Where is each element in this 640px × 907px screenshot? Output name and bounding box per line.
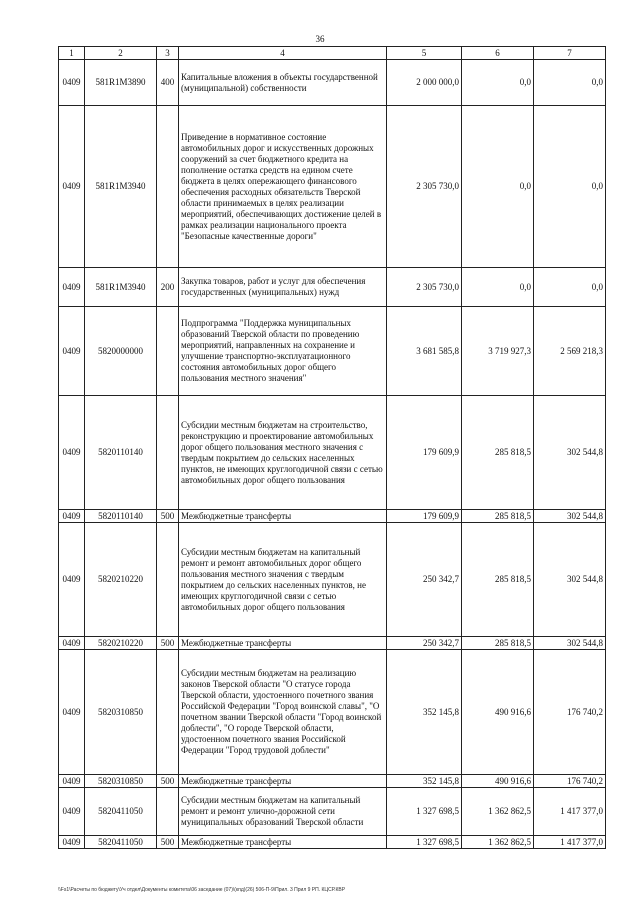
cell-code: 0409	[59, 775, 85, 788]
cell-code: 0409	[59, 788, 85, 836]
cell-name: Субсидии местным бюджетам на капитальный ремонт и ремонт улично-дорожной сети муниципальных образований Тверской области	[179, 788, 387, 836]
cell-article: 581R1M3940	[85, 268, 157, 307]
cell-code: 0409	[59, 836, 85, 849]
cell-value-6: 285 818,5	[462, 523, 534, 637]
table-row	[59, 836, 606, 849]
cell-type: 500	[157, 836, 179, 849]
cell-article: 5820110140	[85, 510, 157, 523]
cell-value-6: 490 916,6	[462, 650, 534, 775]
header-col-5: 5	[387, 47, 462, 60]
cell-name: Субсидии местным бюджетам на реализацию законов Тверской области "О статусе города Тверской области, удостоенного почетного звания Российской Федерации "Город воинской славы", "О почетном звании Тверской области "Город воинской доблести", "О городе Тверской области, удостоенном почетного звания Российской Федерации "Город трудовой доблести"	[179, 650, 387, 775]
cell-article: 581R1M3940	[85, 106, 157, 268]
cell-type	[157, 307, 179, 396]
cell-article: 5820310850	[85, 650, 157, 775]
cell-value-6: 490 916,6	[462, 775, 534, 788]
cell-type	[157, 396, 179, 510]
cell-article: 5820310850	[85, 775, 157, 788]
cell-value-5: 352 145,8	[387, 775, 462, 788]
cell-value-7: 0,0	[534, 268, 606, 307]
cell-value-5: 1 327 698,5	[387, 836, 462, 849]
header-row	[59, 47, 606, 60]
cell-article: 5820411050	[85, 836, 157, 849]
cell-type: 500	[157, 510, 179, 523]
cell-code: 0409	[59, 268, 85, 307]
cell-type: 200	[157, 268, 179, 307]
cell-value-5: 250 342,7	[387, 523, 462, 637]
cell-name: Подпрограмма "Поддержка муниципальных образований Тверской области по проведению мероприятий, направленных на сохранение и улучшение транспортно-эксплуатационного состояния автомобильных дорог общего пользования местного значения"	[179, 307, 387, 396]
cell-value-7: 0,0	[534, 60, 606, 106]
table-row	[59, 510, 606, 523]
cell-type	[157, 788, 179, 836]
cell-value-7: 1 417 377,0	[534, 788, 606, 836]
cell-value-7: 302 544,8	[534, 523, 606, 637]
cell-type: 400	[157, 60, 179, 106]
cell-name: Межбюджетные трансферты	[179, 775, 387, 788]
table-row	[59, 268, 606, 307]
budget-table	[58, 46, 606, 849]
cell-value-6: 285 818,5	[462, 510, 534, 523]
cell-name: Межбюджетные трансферты	[179, 510, 387, 523]
cell-value-5: 250 342,7	[387, 637, 462, 650]
cell-name: Закупка товаров, работ и услуг для обеспечения государственных (муниципальных) нужд	[179, 268, 387, 307]
cell-code: 0409	[59, 396, 85, 510]
cell-article: 5820000000	[85, 307, 157, 396]
cell-value-6: 0,0	[462, 60, 534, 106]
cell-article: 5820411050	[85, 788, 157, 836]
table-body	[59, 60, 606, 849]
cell-type	[157, 650, 179, 775]
cell-value-7: 176 740,2	[534, 650, 606, 775]
table-row	[59, 106, 606, 268]
cell-value-5: 179 609,9	[387, 510, 462, 523]
cell-article: 581R1M3890	[85, 60, 157, 106]
page-number: 36	[315, 34, 325, 44]
header-col-6: 6	[462, 47, 534, 60]
cell-article: 5820210220	[85, 523, 157, 637]
cell-value-7: 302 544,8	[534, 510, 606, 523]
cell-value-5: 179 609,9	[387, 396, 462, 510]
header-col-3: 3	[157, 47, 179, 60]
cell-value-5: 2 000 000,0	[387, 60, 462, 106]
table-row	[59, 637, 606, 650]
cell-value-5: 2 305 730,0	[387, 268, 462, 307]
cell-value-6: 285 818,5	[462, 637, 534, 650]
header-col-1: 1	[59, 47, 85, 60]
cell-article: 5820210220	[85, 637, 157, 650]
cell-code: 0409	[59, 510, 85, 523]
cell-name: Межбюджетные трансферты	[179, 836, 387, 849]
file-path-footer: \\Fs1\Расчеты по бюджету\Уч отдел\Документы комитета\06 заседание (07)\(кпд)(26) 506-П-9\Прил. 3 Прил 9 РП. КЦСР.КВР	[58, 887, 346, 893]
table-row	[59, 60, 606, 106]
table-row	[59, 396, 606, 510]
cell-name: Субсидии местным бюджетам на капитальный ремонт и ремонт автомобильных дорог общего пользования местного значения с твердым покрытием до сельских населенных пунктов, не имеющих круглогодичной связи с сетью автомобильных дорог общего пользования	[179, 523, 387, 637]
cell-value-6: 1 362 862,5	[462, 788, 534, 836]
table-row	[59, 788, 606, 836]
table-row	[59, 650, 606, 775]
cell-type: 500	[157, 775, 179, 788]
cell-code: 0409	[59, 60, 85, 106]
cell-value-6: 3 719 927,3	[462, 307, 534, 396]
cell-code: 0409	[59, 307, 85, 396]
cell-value-7: 302 544,8	[534, 637, 606, 650]
cell-code: 0409	[59, 650, 85, 775]
cell-value-6: 1 362 862,5	[462, 836, 534, 849]
header-col-4: 4	[179, 47, 387, 60]
cell-code: 0409	[59, 637, 85, 650]
cell-code: 0409	[59, 106, 85, 268]
cell-value-5: 2 305 730,0	[387, 106, 462, 268]
cell-name: Субсидии местным бюджетам на строительство, реконструкцию и проектирование автомобильных дорог общего пользования местного значения с твердым покрытием до сельских населенных пунктов, не имеющих круглогодичной связи с сетью автомобильных дорог общего пользования	[179, 396, 387, 510]
cell-value-7: 1 417 377,0	[534, 836, 606, 849]
cell-type	[157, 106, 179, 268]
table-header	[59, 47, 606, 60]
cell-name: Капитальные вложения в объекты государственной (муниципальной) собственности	[179, 60, 387, 106]
cell-type: 500	[157, 637, 179, 650]
cell-name: Приведение в нормативное состояние автомобильных дорог и искусственных дорожных сооружений за счет бюджетного кредита на пополнение остатка средств на едином счете бюджета в целях опережающего финансового обеспечения расходных обязательств Тверской области принимаемых в целях реализации мероприятий, обеспечивающих достижение целей в рамках реализации национального проекта "Безопасные качественные дороги"	[179, 106, 387, 268]
cell-value-7: 0,0	[534, 106, 606, 268]
table-row	[59, 775, 606, 788]
cell-name: Межбюджетные трансферты	[179, 637, 387, 650]
cell-value-7: 2 569 218,3	[534, 307, 606, 396]
table-row	[59, 523, 606, 637]
table-row	[59, 307, 606, 396]
cell-article: 5820110140	[85, 396, 157, 510]
cell-value-6: 285 818,5	[462, 396, 534, 510]
cell-value-6: 0,0	[462, 106, 534, 268]
cell-value-6: 0,0	[462, 268, 534, 307]
cell-value-7: 302 544,8	[534, 396, 606, 510]
cell-value-5: 1 327 698,5	[387, 788, 462, 836]
header-col-2: 2	[85, 47, 157, 60]
cell-value-5: 3 681 585,8	[387, 307, 462, 396]
cell-value-7: 176 740,2	[534, 775, 606, 788]
cell-code: 0409	[59, 523, 85, 637]
cell-type	[157, 523, 179, 637]
cell-value-5: 352 145,8	[387, 650, 462, 775]
header-col-7: 7	[534, 47, 606, 60]
